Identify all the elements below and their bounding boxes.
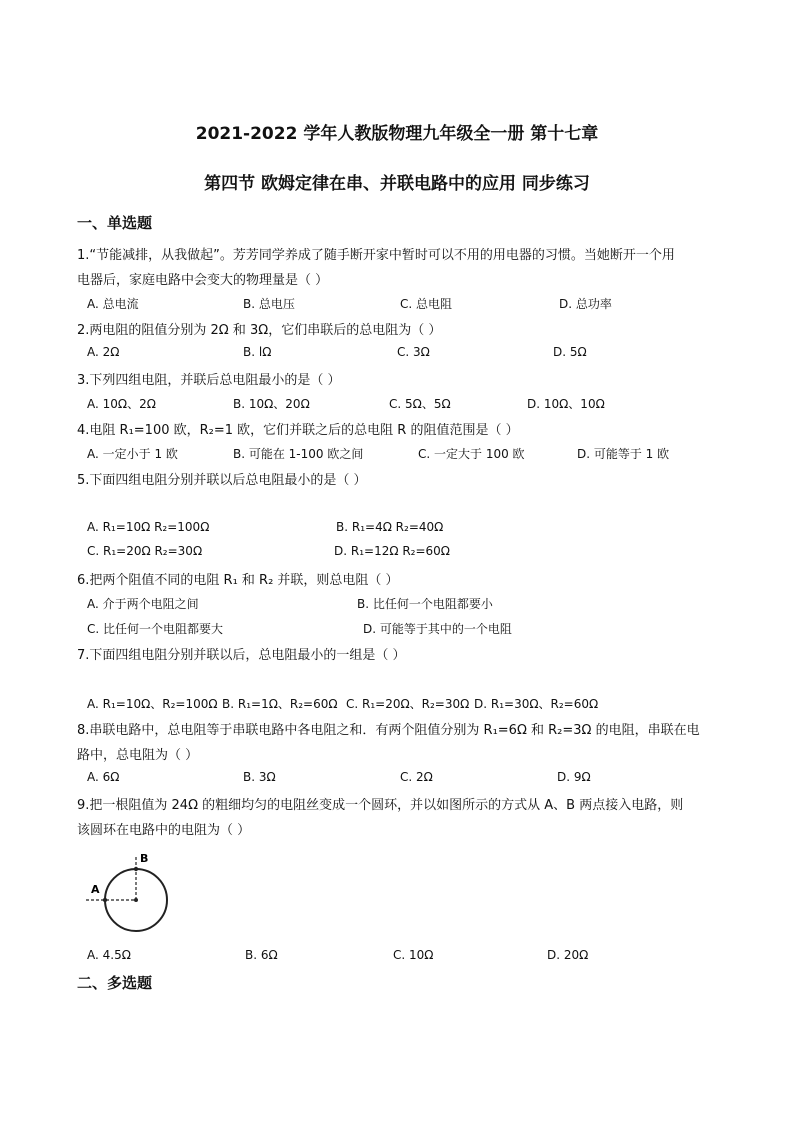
q1-option-d: D. 总功率 bbox=[559, 297, 612, 311]
q5-option-a: A. R₁=10Ω R₂=100Ω bbox=[87, 520, 210, 534]
point-a bbox=[103, 898, 107, 902]
question-8-line-2: 路中，总电阻为（ ） bbox=[77, 748, 199, 763]
q3-option-c: C. 5Ω、5Ω bbox=[389, 397, 451, 411]
q2-option-a: A. 2Ω bbox=[87, 345, 120, 359]
q4-option-d: D. 可能等于 1 欧 bbox=[577, 447, 670, 461]
section-heading-single-choice: 一、单选题 bbox=[77, 214, 153, 232]
q8-option-b: B. 3Ω bbox=[243, 770, 276, 784]
question-5-line-1: 5.下面四组电阻分别并联以后总电阻最小的是（ ） bbox=[77, 473, 367, 488]
q9-option-b: B. 6Ω bbox=[245, 948, 278, 962]
point-b bbox=[134, 867, 138, 871]
q4-option-b: B. 可能在 1-100 欧之间 bbox=[233, 447, 364, 461]
q2-option-d: D. 5Ω bbox=[553, 345, 587, 359]
circle-ring-figure bbox=[84, 843, 184, 947]
q9-option-d: D. 20Ω bbox=[547, 948, 589, 962]
q6-option-a: A. 介于两个电阻之间 bbox=[87, 597, 199, 611]
q6-option-d: D. 可能等于其中的一个电阻 bbox=[363, 622, 512, 636]
q9-option-a: A. 4.5Ω bbox=[87, 948, 131, 962]
q5-option-d: D. R₁=12Ω R₂=60Ω bbox=[334, 544, 450, 558]
q9-option-c: C. 10Ω bbox=[393, 948, 434, 962]
q7-option-c: C. R₁=20Ω、R₂=30Ω bbox=[346, 697, 470, 711]
q6-option-b: B. 比任何一个电阻都要小 bbox=[357, 597, 493, 611]
q8-option-c: C. 2Ω bbox=[400, 770, 433, 784]
q1-option-b: B. 总电压 bbox=[243, 297, 295, 311]
question-1-line-1: 1.“节能减排，从我做起”。芳芳同学养成了随手断开家中暂时可以不用的用电器的习惯。当她断开一个用 bbox=[77, 248, 675, 263]
q3-option-d: D. 10Ω、10Ω bbox=[527, 397, 605, 411]
title-line-2: 第四节 欧姆定律在串、并联电路中的应用 同步练习 bbox=[204, 174, 590, 194]
section-heading-multiple-choice: 二、多选题 bbox=[77, 974, 153, 992]
q7-option-b: B. R₁=1Ω、R₂=60Ω bbox=[222, 697, 338, 711]
q6-option-c: C. 比任何一个电阻都要大 bbox=[87, 622, 224, 636]
label-b: B bbox=[140, 852, 149, 865]
question-3-line-1: 3.下列四组电阻，并联后总电阻最小的是（ ） bbox=[77, 373, 341, 388]
q3-option-a: A. 10Ω、2Ω bbox=[87, 397, 156, 411]
q5-option-c: C. R₁=20Ω R₂=30Ω bbox=[87, 544, 203, 558]
q7-option-a: A. R₁=10Ω、R₂=100Ω bbox=[87, 697, 218, 711]
question-4-line-1: 4.电阻 R₁=100 欧，R₂=1 欧，它们并联之后的总电阻 R 的阻值范围是（ ） bbox=[77, 423, 519, 438]
center-point bbox=[134, 898, 138, 902]
question-8-line-1: 8.串联电路中，总电阻等于串联电路中各电阻之和．有两个阻值分别为 R₁=6Ω 和 R₂=3Ω 的电阻，串联在电 bbox=[77, 723, 700, 738]
q8-option-a: A. 6Ω bbox=[87, 770, 120, 784]
q7-option-d: D. R₁=30Ω、R₂=60Ω bbox=[474, 697, 599, 711]
q1-option-a: A. 总电流 bbox=[87, 297, 139, 311]
question-1-line-2: 电器后，家庭电路中会变大的物理量是（ ） bbox=[77, 273, 329, 288]
question-2-line-1: 2.两电阻的阻值分别为 2Ω 和 3Ω，它们串联后的总电阻为（ ） bbox=[77, 323, 442, 338]
question-9-line-2: 该圆环在电路中的电阻为（ ） bbox=[77, 823, 251, 838]
question-9-line-1: 9.把一根阻值为 24Ω 的粗细均匀的电阻丝变成一个圆环，并以如图所示的方式从 A、B 两点接入电路，则 bbox=[77, 798, 684, 813]
question-7-line-1: 7.下面四组电阻分别并联以后，总电阻最小的一组是（ ） bbox=[77, 648, 406, 663]
question-6-line-1: 6.把两个阻值不同的电阻 R₁ 和 R₂ 并联，则总电阻（ ） bbox=[77, 573, 399, 588]
title-line-1: 2021-2022 学年人教版物理九年级全一册 第十七章 bbox=[195, 124, 599, 144]
q5-option-b: B. R₁=4Ω R₂=40Ω bbox=[336, 520, 444, 534]
label-a: A bbox=[91, 883, 100, 896]
q2-option-c: C. 3Ω bbox=[397, 345, 430, 359]
q8-option-d: D. 9Ω bbox=[557, 770, 591, 784]
q4-option-c: C. 一定大于 100 欧 bbox=[418, 447, 525, 461]
q2-option-b: B. lΩ bbox=[243, 345, 272, 359]
q3-option-b: B. 10Ω、20Ω bbox=[233, 397, 310, 411]
q4-option-a: A. 一定小于 1 欧 bbox=[87, 447, 178, 461]
q1-option-c: C. 总电阻 bbox=[400, 297, 453, 311]
